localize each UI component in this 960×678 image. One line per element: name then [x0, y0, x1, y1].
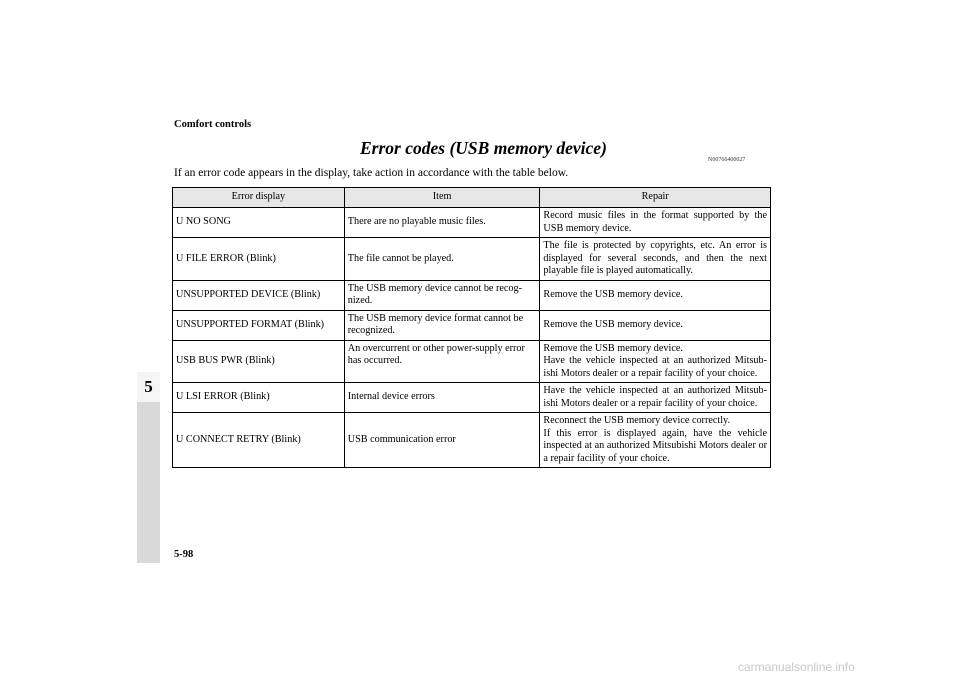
header-error-display: Error display: [173, 188, 345, 208]
reference-code: N00766400027: [708, 157, 746, 163]
repair-cell: Have the vehicle inspected at an authorized Mitsub-ishi Motors dealer or a repair facility of your choice.: [540, 383, 771, 413]
error-display-cell: U NO SONG: [173, 208, 345, 238]
item-cell: The USB memory device cannot be recog-nized.: [344, 280, 540, 310]
page-number: 5-98: [174, 549, 194, 560]
repair-cell: Remove the USB memory device. Have the vehicle inspected at an authorized Mitsub-ishi Motors dealer or a repair facility of your choice.: [540, 340, 771, 383]
error-display-cell: U CONNECT RETRY (Blink): [173, 413, 345, 468]
table-row: [173, 238, 771, 281]
section-header: Comfort controls: [174, 119, 252, 130]
repair-cell: Remove the USB memory device.: [540, 310, 771, 340]
header-item: Item: [344, 188, 540, 208]
error-codes-table: [172, 187, 771, 468]
table-row: [173, 310, 771, 340]
item-cell: An overcurrent or other power-supply error has occurred.: [344, 340, 540, 383]
header-repair: Repair: [540, 188, 771, 208]
repair-cell: Record music files in the format supported by the USB memory device.: [540, 208, 771, 238]
table-row: [173, 340, 771, 383]
item-cell: There are no playable music files.: [344, 208, 540, 238]
repair-cell: The file is protected by copyrights, etc. An error is displayed for several seconds, and then the next playable file is played automatically.: [540, 238, 771, 281]
repair-cell: Reconnect the USB memory device correctly. If this error is displayed again, have the vehicle inspected at an authorized Mitsubishi Motors dealer or a repair facility of your choice.: [540, 413, 771, 468]
error-display-cell: UNSUPPORTED DEVICE (Blink): [173, 280, 345, 310]
repair-cell: Remove the USB memory device.: [540, 280, 771, 310]
chapter-side-bar: [137, 385, 160, 563]
table-row: [173, 383, 771, 413]
error-display-cell: USB BUS PWR (Blink): [173, 340, 345, 383]
item-cell: Internal device errors: [344, 383, 540, 413]
intro-text: If an error code appears in the display, take action in accordance with the table below.: [174, 167, 569, 179]
item-cell: USB communication error: [344, 413, 540, 468]
watermark: carmanualsonline.info: [738, 660, 855, 674]
chapter-tab: 5: [137, 372, 160, 402]
table-row: [173, 208, 771, 238]
error-display-cell: UNSUPPORTED FORMAT (Blink): [173, 310, 345, 340]
table-row: [173, 413, 771, 468]
item-cell: The USB memory device format cannot be recognized.: [344, 310, 540, 340]
error-display-cell: U FILE ERROR (Blink): [173, 238, 345, 281]
page-title: Error codes (USB memory device): [360, 138, 607, 158]
item-cell: The file cannot be played.: [344, 238, 540, 281]
table-header-row: [173, 188, 771, 208]
table-row: [173, 280, 771, 310]
error-display-cell: U LSI ERROR (Blink): [173, 383, 345, 413]
